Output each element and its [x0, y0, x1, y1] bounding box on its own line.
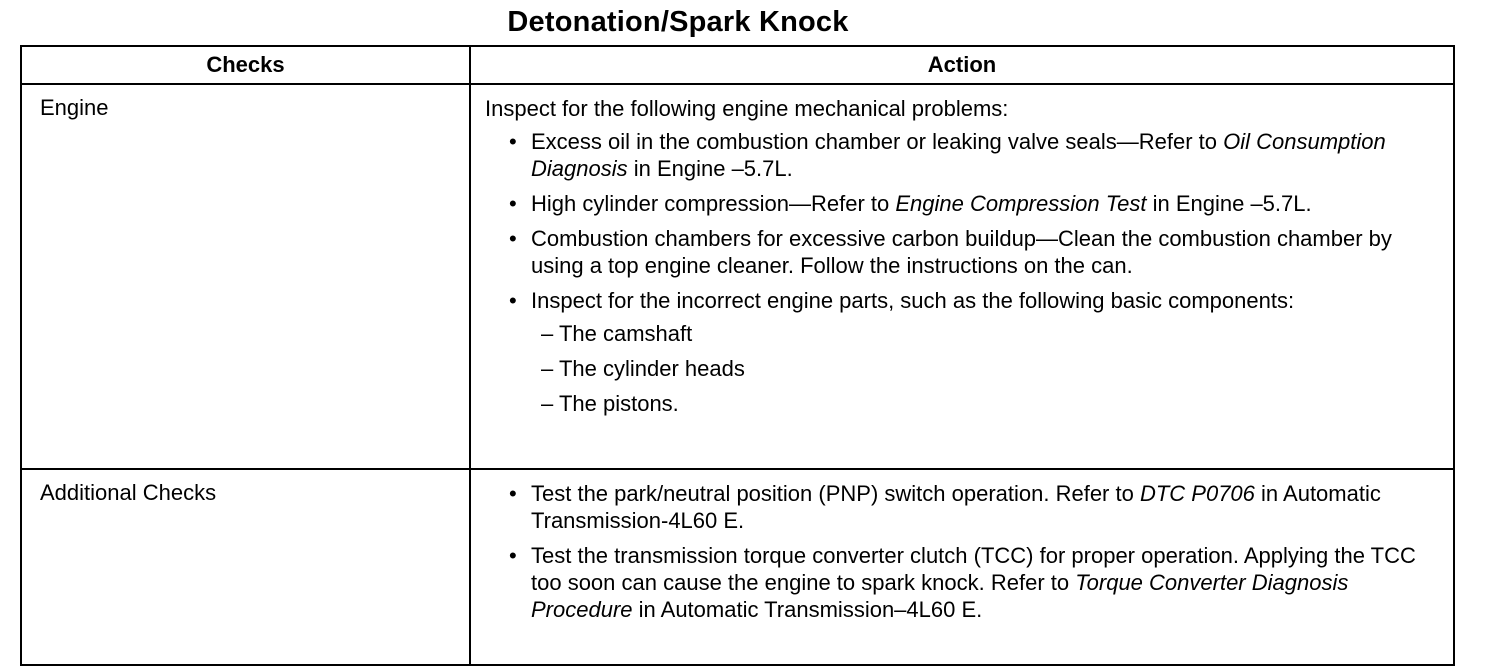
- item-tail: in Automatic Transmission-4L60 E.: [531, 481, 1381, 533]
- list-item: [507, 480, 1443, 534]
- bullet-icon: •: [509, 191, 517, 216]
- page-title: Detonation/Spark Knock: [507, 6, 849, 38]
- reference-link: Oil Consumption Diagnosis: [531, 129, 1386, 181]
- reference-link: DTC P0706: [1139, 481, 1255, 506]
- item-text: Excess oil in the combustion chamber or leaking valve seals—Refer to: [531, 129, 1224, 154]
- item-tail: in Engine –5.7L.: [1146, 191, 1312, 216]
- list-item: [507, 287, 1443, 417]
- additional-bullet-list: [485, 480, 1443, 623]
- checks-column-header: Checks: [21, 46, 470, 84]
- item-text: Combustion chambers for excessive carbon buildup—Clean the combustion chamber by using a top engine cleaner. Follow the instructions on the can.: [531, 226, 1392, 278]
- list-item: [507, 190, 1443, 217]
- sublist-item-cylinder-heads: – The cylinder heads: [541, 356, 745, 381]
- bullet-icon: •: [509, 226, 517, 251]
- list-item: [507, 542, 1443, 623]
- item-text: Inspect for the incorrect engine parts, such as the following basic components:: [531, 288, 1295, 313]
- table-row-additional-checks: [21, 469, 1454, 665]
- action-cell-engine: [470, 84, 1454, 469]
- item-text: Test the transmission torque converter clutch (TCC) for proper operation. Applying the TCC too soon can cause the engine to spark knock. Refer to: [531, 543, 1416, 595]
- bullet-icon: •: [509, 129, 517, 154]
- list-item: [507, 225, 1443, 279]
- sublist-item-camshaft: – The camshaft: [541, 321, 693, 346]
- reference-link: Engine Compression Test: [895, 191, 1147, 216]
- check-cell-additional: Additional Checks: [21, 469, 470, 665]
- bullet-icon: •: [509, 543, 517, 568]
- reference-link: Torque Converter Diagnosis Procedure: [531, 570, 1349, 622]
- component-sublist: [531, 320, 1443, 417]
- check-cell-engine: Engine: [21, 84, 470, 469]
- item-tail: in Automatic Transmission–4L60 E.: [632, 597, 983, 622]
- diagnosis-table: [20, 45, 1455, 666]
- sublist-item-pistons: – The pistons.: [541, 391, 679, 416]
- action-cell-additional: [470, 469, 1454, 665]
- item-text: Test the park/neutral position (PNP) switch operation. Refer to: [531, 481, 1140, 506]
- list-item: [507, 128, 1443, 182]
- engine-intro-text: Inspect for the following engine mechanical problems:: [485, 96, 1009, 121]
- bullet-icon: •: [509, 288, 517, 313]
- table-header-row: [21, 46, 1454, 84]
- item-tail: in Engine –5.7L.: [627, 156, 793, 181]
- table-row-engine: [21, 84, 1454, 469]
- item-text: High cylinder compression—Refer to: [531, 191, 896, 216]
- bullet-icon: •: [509, 481, 517, 506]
- action-column-header: Action: [470, 46, 1454, 84]
- engine-bullet-list: [485, 128, 1443, 417]
